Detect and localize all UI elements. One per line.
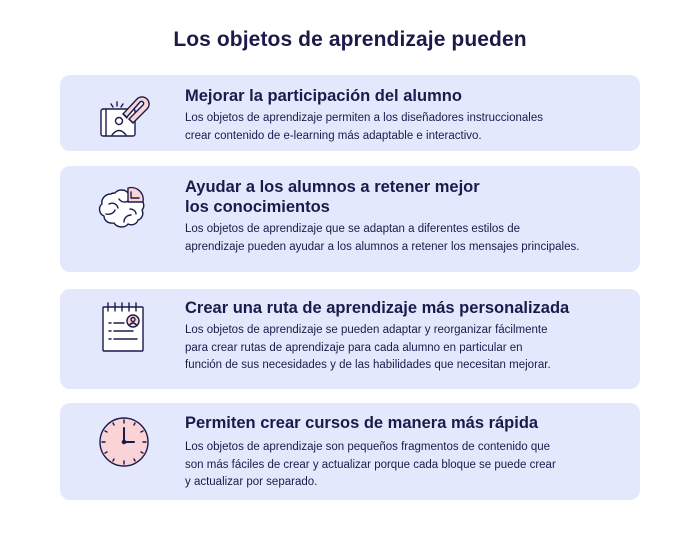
- benefit-card-retention: [60, 166, 640, 272]
- card-description: Los objetos de aprendizaje son pequeños fragmentos de contenido que son más fáciles de crear y actualizar porque cada bloque se puede crear y actualizar por separado.: [185, 441, 556, 488]
- benefit-card-engagement: [60, 75, 640, 151]
- benefit-card-faster-courses: [60, 403, 640, 500]
- page-title: Los objetos de aprendizaje pueden: [173, 28, 527, 51]
- card-description: Los objetos de aprendizaje se pueden adaptar y reorganizar fácilmente para crear rutas de aprendizaje para cada alumno en particular en función de sus necesidades y de las habilidades que necesitan mejorar.: [185, 324, 551, 371]
- brain-icon: [97, 180, 151, 234]
- card-heading: Mejorar la participación del alumno: [185, 87, 462, 105]
- clock-icon: [97, 415, 151, 469]
- card-description: Los objetos de aprendizaje que se adaptan a diferentes estilos de aprendizaje pueden ayudar a los alumnos a retener los mensajes principales.: [185, 223, 580, 253]
- card-description: Los objetos de aprendizaje permiten a los diseñadores instruccionales crear contenido de e-learning más adaptable e interactivo.: [185, 112, 543, 142]
- magnet-engagement-icon: [97, 89, 151, 143]
- card-heading: Permiten crear cursos de manera más rápida: [185, 414, 539, 432]
- benefit-card-personalized-path: [60, 289, 640, 389]
- card-heading: Crear una ruta de aprendizaje más personalizada: [185, 299, 570, 317]
- card-heading: Ayudar a los alumnos a retener mejor los conocimientos: [185, 178, 480, 216]
- notebook-profile-icon: [97, 299, 151, 353]
